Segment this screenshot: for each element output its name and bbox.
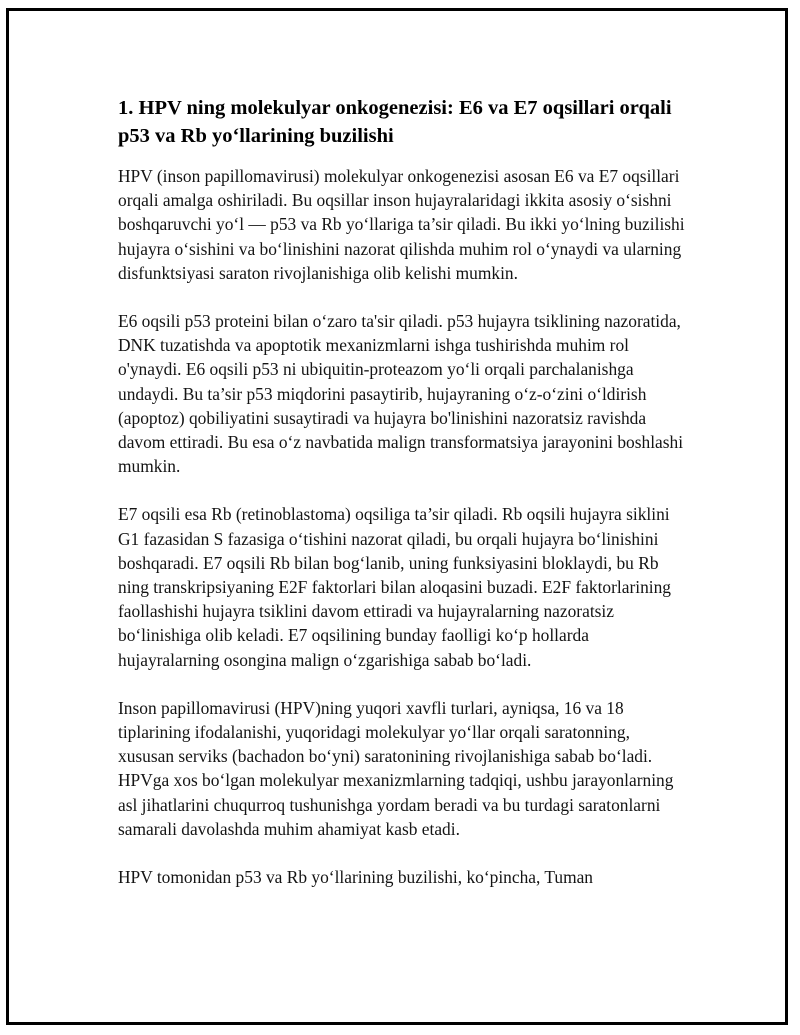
section-title: 1. HPV ning molekulyar onkogenezisi: E6 va E7 oqsillari orqali p53 va Rb yo‘llarining buzilishi bbox=[118, 97, 672, 147]
paragraph-e7-rb: E7 oqsili esa Rb (retinoblastoma) oqsiliga ta’sir qiladi. Rb oqsili hujayra siklini G1 fazasidan S fazasiga o‘tishini nazorat qiladi, bu orqali hujayra bo‘linishini boshqaradi. E7 oqsili Rb bilan bog‘lanib, uning funksiyasini bloklaydi, bu Rb ning transkripsiyaning E2F faktorlari bilan aloqasini buzadi. E2F faktorlarining faollashishi hujayra tsiklini davom ettiradi va hujayralarning nazoratsiz bo‘linishiga olib keladi. E7 oqsilining bunday faolligi ko‘p hollarda hujayralarning osongina malign o‘zgarishiga sabab bo‘ladi. bbox=[118, 504, 672, 670]
document-body bbox=[118, 94, 690, 913]
paragraph-high-risk-types: Inson papillomavirusi (HPV)ning yuqori xavfli turlari, ayniqsa, 16 va 18 tiplarining ifodalanishi, yuqoridagi molekulyar yo‘llar orqali saratonning, xususan serviks (bachadon bo‘yni) saratonining rivojlanishiga sabab bo‘ladi. HPVga xos bo‘lgan molekulyar mexanizmlarning tadqiqi, ushbu jarayonlarning asl jihatlarini chuqurroq tushunishga yordam beradi va bu turdagi saratonlarni samarali davolashda muhim ahamiyat kasb etadi. bbox=[118, 697, 674, 839]
paragraph-e6-p53: E6 oqsili p53 proteini bilan o‘zaro ta'sir qiladi. p53 hujayra tsiklining nazoratida, DNK tuzatishda va apoptotik mexanizmlarni ishga tushirishda muhim rol o'ynaydi. E6 oqsili p53 ni ubiquitin-proteazom yo‘li orqali parchalanishga undaydi. Bu ta’sir p53 miqdorini pasaytirib, hujayraning o‘z-o‘zini o‘ldirish (apoptoz) qobiliyatini susaytiradi va hujayra bo'linishini nazoratsiz ravishda davom ettiradi. Bu esa o‘z navbatida malign transformatsiya jarayonini boshlashi mumkin. bbox=[118, 311, 684, 477]
paragraph-intro: HPV (inson papillomavirusi) molekulyar onkogenezisi asosan E6 va E7 oqsillari orqali amalga oshiriladi. Bu oqsillar inson hujayralaridagi ikkita asosiy o‘sishni boshqaruvchi yo‘l — p53 va Rb yo‘llariga ta’sir qiladi. Bu ikki yo‘lning buzilishi hujayra o‘sishini va bo‘linishini nazorat qilishda muhim rol o‘ynaydi va ularning disfunktsiyasi saraton rivojlanishiga olib kelishi mumkin. bbox=[118, 166, 685, 283]
paragraph-truncated: HPV tomonidan p53 va Rb yo‘llarining buzilishi, ko‘pincha, Tuman bbox=[118, 867, 594, 888]
